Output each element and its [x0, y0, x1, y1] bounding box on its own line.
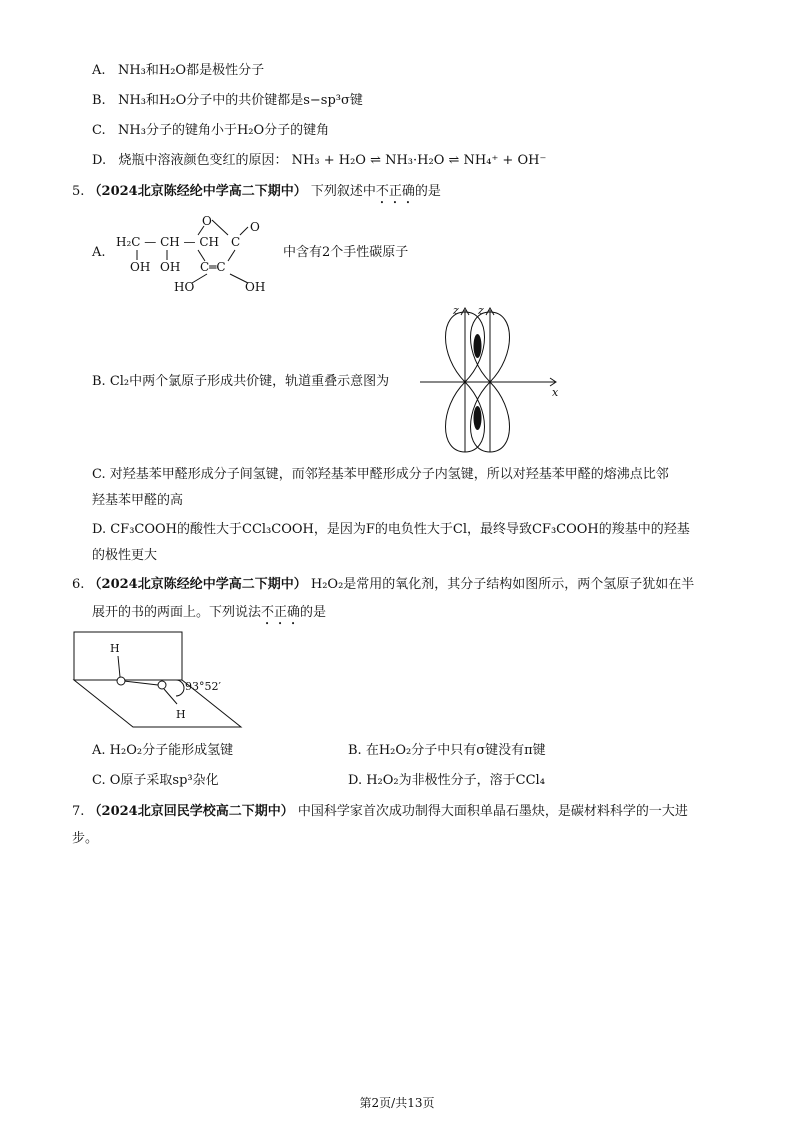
q4-option-c	[92, 122, 329, 140]
q6-option-a: A. H₂O₂分子能形成氢键	[92, 743, 234, 758]
oh-bond-top	[118, 656, 120, 677]
ascorbic-acid-structure	[112, 205, 282, 297]
oo-bond	[124, 681, 158, 685]
oxygen-atom-2	[158, 681, 166, 689]
option-label: A.	[92, 63, 106, 78]
q7-stem-line2: 步。	[72, 831, 99, 846]
book-page-back	[74, 632, 182, 680]
q4-option-d	[92, 152, 546, 170]
h2o2-structure-diagram	[70, 628, 245, 732]
q4-option-b-text: NH₃和H₂O分子中的共价键都是s−sp³σ键	[118, 93, 363, 108]
p-orbital-overlap-diagram	[420, 302, 570, 454]
q5-option-c-line2: 羟基苯甲醛的高	[92, 493, 184, 508]
emphasis-text: 不正确	[375, 184, 415, 199]
ring-oxygen: O	[202, 214, 212, 228]
z-label-left: z	[453, 304, 459, 317]
ring-carbon: C	[231, 235, 241, 249]
q7-stem-text: 中国科学家首次成功制得大面积单晶石墨炔，是碳材料科学的一大进	[297, 804, 688, 819]
q6-stem-line2	[92, 604, 326, 628]
dihedral-angle-label: 93°52′	[185, 680, 221, 693]
z-label-right: z	[478, 304, 484, 317]
q6-option-d: D. H₂O₂为非极性分子，溶于CCl₄	[348, 773, 545, 788]
emphasis-text: 不正确	[261, 605, 301, 620]
q4-option-c-text: NH₃分子的键角小于H₂O分子的键角	[118, 123, 330, 138]
overlap-region-bottom	[474, 406, 482, 430]
q6-stem-line1	[72, 576, 694, 594]
q4-option-a-text: NH₃和H₂O都是极性分子	[117, 63, 265, 78]
double-bond-carbons: C═C	[200, 260, 226, 274]
q5-stem	[72, 183, 441, 207]
q5-option-d-line1: D. CF₃COOH的酸性大于CCl₃COOH，是因为F的电负性大于Cl，最终导致CF₃COOH的羧基中的羟基	[92, 522, 690, 537]
hydroxyl-3: HO	[174, 280, 195, 294]
hydroxyl-4: OH	[245, 280, 266, 294]
hydrogen-label-top: H	[110, 642, 120, 655]
question-number: 7.	[72, 804, 85, 819]
question-source: （2024北京回民学校高二下期中）	[88, 804, 294, 819]
q5-stem-text: 下列叙述中	[310, 184, 376, 199]
hydrogen-label-bottom: H	[176, 708, 186, 721]
option-label: B.	[92, 93, 106, 108]
hydroxyl-1: OH	[130, 260, 151, 274]
oh-bond-bottom	[164, 689, 177, 704]
q6-stem-text-end: 的是	[300, 605, 327, 620]
q4-option-d-text: 烧瓶中溶液颜色变红的原因：	[118, 153, 288, 168]
x-label: x	[552, 386, 559, 399]
q5-option-b-text: B. Cl₂中两个氯原子形成共价键，轨道重叠示意图为	[92, 374, 390, 389]
option-label: C.	[92, 123, 106, 138]
overlap-region-top	[474, 334, 482, 358]
q6-stem-text: H₂O₂是常用的氧化剂，其分子结构如图所示，两个氢原子犹如在半	[310, 577, 695, 592]
oxygen-atom-1	[117, 677, 125, 685]
option-label: D.	[92, 153, 107, 168]
hydroxyl-2: OH	[160, 260, 181, 274]
q6-stem-text-2: 展开的书的两面上。下列说法	[92, 605, 262, 620]
q5-option-a-text: 中含有2个手性碳原子	[283, 245, 409, 260]
carbon-chain: H₂C — CH — CH	[116, 235, 220, 249]
q5-option-c-line1: C. 对羟基苯甲醛形成分子间氢键，而邻羟基苯甲醛形成分子内氢键，所以对羟基苯甲醛的熔沸点比邻	[92, 467, 669, 482]
q4-option-a	[92, 62, 264, 80]
page-number: 第2页/共13页	[359, 1096, 435, 1110]
q6-option-b: B. 在H₂O₂分子中只有σ键没有π键	[348, 743, 546, 758]
q4-option-d-equation: NH₃ + H₂O ⇌ NH₃·H₂O ⇌ NH₄⁺ + OH⁻	[291, 153, 547, 168]
q5-stem-text-end: 的是	[414, 184, 441, 199]
q4-option-b	[92, 92, 363, 110]
q7-stem-line1	[72, 803, 688, 821]
question-source: （2024北京陈经纶中学高二下期中）	[88, 184, 307, 199]
question-source: （2024北京陈经纶中学高二下期中）	[88, 577, 307, 592]
angle-arc	[176, 680, 184, 696]
carbonyl-oxygen: O	[250, 220, 260, 234]
question-number: 5.	[72, 184, 85, 199]
q5-option-a-label: A.	[92, 245, 106, 260]
q6-option-c: C. O原子采取sp³杂化	[92, 773, 219, 788]
question-number: 6.	[72, 577, 85, 592]
q5-option-d-line2: 的极性更大	[92, 548, 158, 563]
